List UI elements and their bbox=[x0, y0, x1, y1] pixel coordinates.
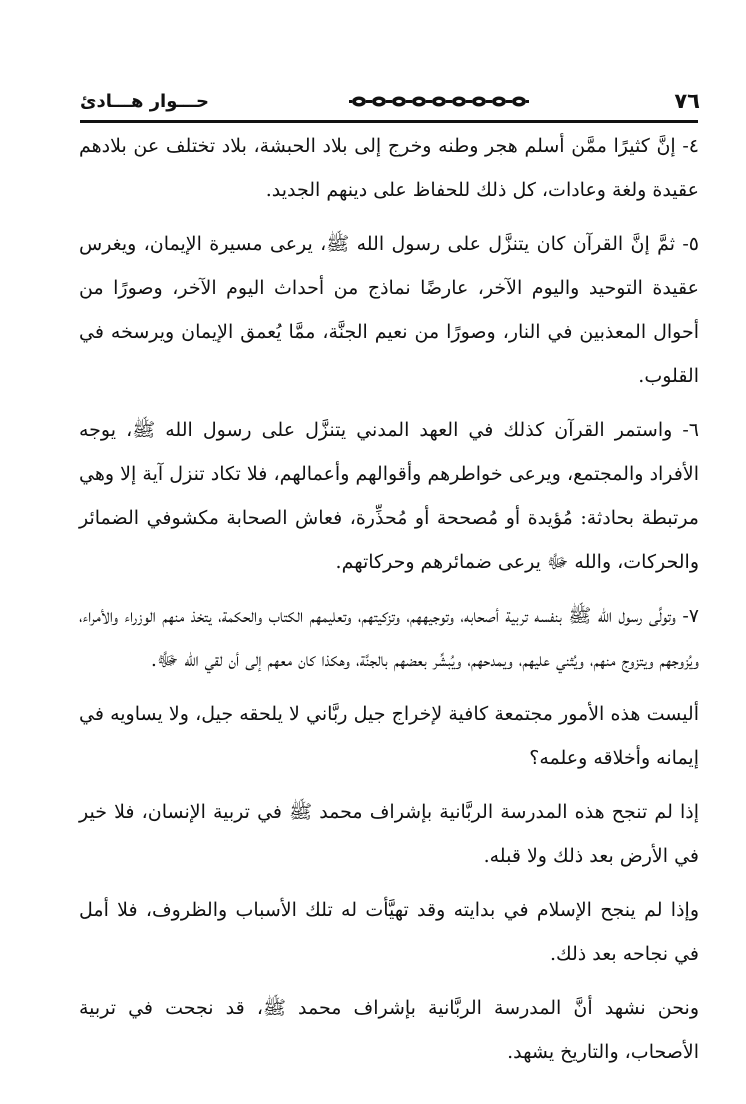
header-ornament bbox=[219, 91, 664, 111]
paragraph-5: ٥- ثمَّ إنَّ القرآن كان يتنزَّل على رسول الله ﷺ، يرعى مسيرة الإيمان، ويغرس عقيدة التوحيد واليوم الآخر، عارضًا نماذج من أحداث اليوم الآخر، وصورًا من أحوال المعذبين في النار، وصورًا من نعيم الجنَّة، ممَّا يُعمق الإيمان ويرسخه في القلوب. bbox=[79, 233, 699, 387]
paragraph-7: ٧- وتولَّى رسول الله ﷺ بنفسه تربية أصحابه، وتوجيههم، وتزكيتهم، وتعليمهم الكتاب والحكمة، يتخذ منهم الوزراء والأمراء، ويُزوجهم ويتزوج منهم، ويُثني عليهم، ويمدحهم، ويُبشِّر بعضهم بالجنَّة، وهكذا كان معهم إلى أن لقي الله ﷻ. bbox=[79, 605, 699, 671]
page-number: ٧٦ bbox=[674, 89, 700, 113]
paragraph-islam: وإذا لم ينجح الإسلام في بدايته وقد تهيَّأت له تلك الأسباب والظروف، فلا أمل في نجاحه بعد ذلك. bbox=[79, 899, 699, 965]
paragraph-school: إذا لم تنجح هذه المدرسة الربَّانية بإشراف محمد ﷺ في تربية الإنسان، فلا خير في الأرض بعد ذلك ولا قبله. bbox=[79, 801, 700, 867]
decorative-border-icon bbox=[349, 91, 534, 111]
paragraph-4: ٤- إنَّ كثيرًا ممَّن أسلم هجر وطنه وخرج إلى بلاد الحبشة، بلاد تختلف عن بلادهم عقيدة ولغة وعادات، كل ذلك للحفاظ على دينهم الجديد. bbox=[79, 135, 699, 201]
paragraph-testimony: ونحن نشهد أنَّ المدرسة الربَّانية بإشراف محمد ﷺ، قد نجحت في تربية الأصحاب، والتاريخ يشهد. bbox=[79, 997, 699, 1063]
paragraph-question: أليست هذه الأمور مجتمعة كافية لإخراج جيل ربَّاني لا يلحقه جيل، ولا يساويه في إيمانه وأخلاقه وعلمه؟ bbox=[79, 703, 699, 769]
page-header bbox=[80, 84, 700, 118]
header-rule bbox=[80, 120, 698, 123]
body-text bbox=[79, 124, 699, 1084]
running-title: حـــوار هـــادئ bbox=[80, 90, 209, 112]
paragraph-6: ٦- واستمر القرآن كذلك في العهد المدني يتنزَّل على رسول الله ﷺ، يوجه الأفراد والمجتمع، ويرعى خواطرهم وأقوالهم وأعمالهم، فلا تكاد تنزل آية إلا وهي مرتبطة بحادثة: مُؤيدة أو مُصححة أو مُحذِّرة، فعاش الصحابة مكشوفي الضمائر والحركات، والله ﷻ يرعى ضمائرهم وحركاتهم. bbox=[79, 419, 699, 573]
